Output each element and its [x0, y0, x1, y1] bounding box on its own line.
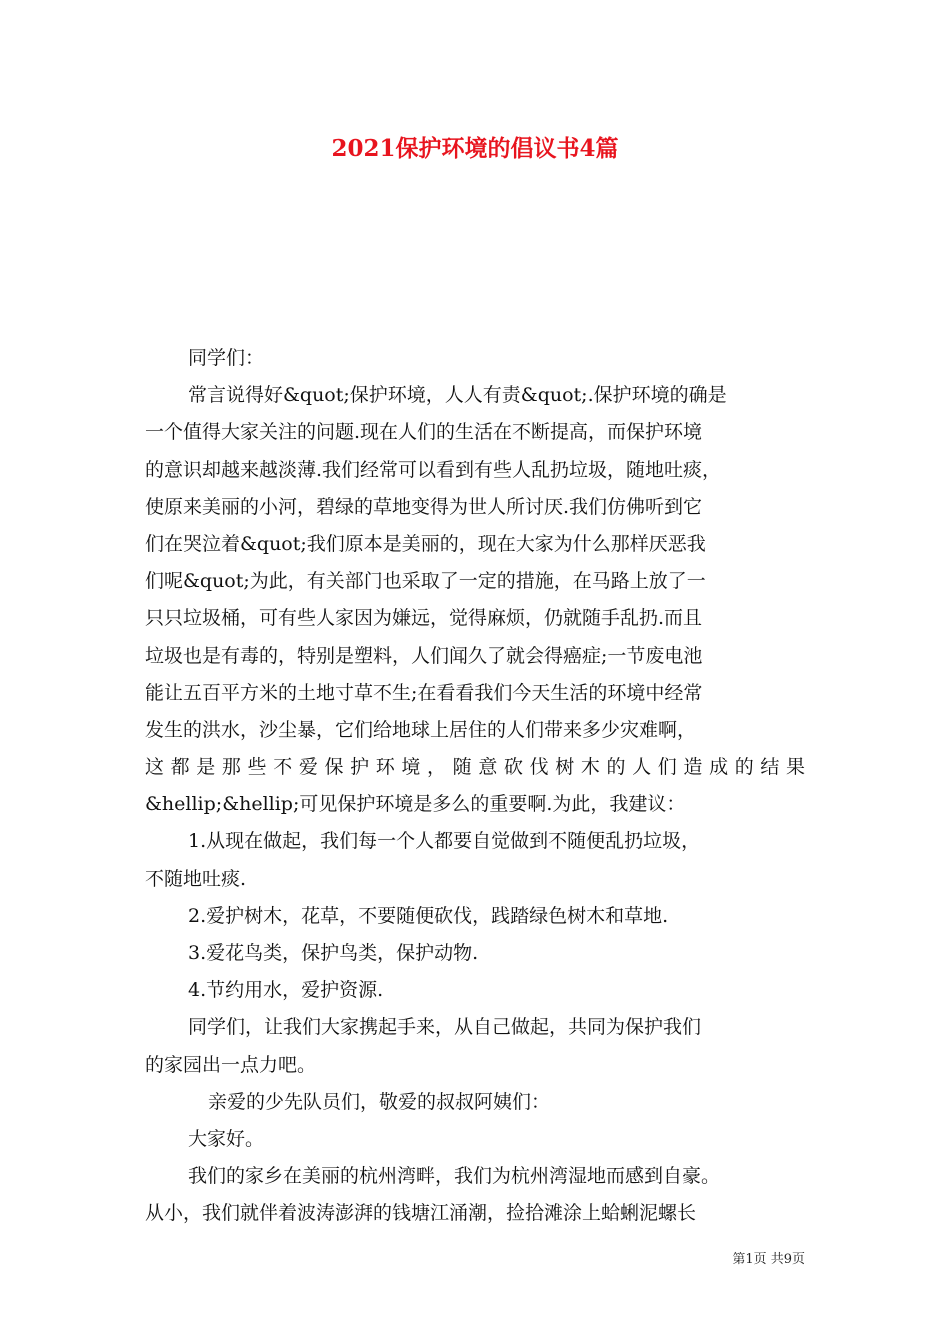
- text-line: 们呢&quot;为此，有关部门也采取了一定的措施，在马路上放了一: [145, 570, 706, 593]
- page-number: 第1页 共9页: [732, 1252, 805, 1267]
- text-line: 同学们：: [188, 347, 265, 369]
- list-item: 1.从现在做起，我们每一个人都要自觉做到不随便乱扔垃圾，: [188, 830, 701, 853]
- document-body: [145, 340, 805, 1233]
- text-line: 的家园出一点力吧。: [145, 1053, 317, 1076]
- text-line: 能让五百平方米的土地寸草不生;在看看我们今天生活的环境中经常: [145, 681, 703, 704]
- text-line: &hellip;&hellip;可见保护环境是多么的重要啊.为此，我建议：: [145, 793, 686, 816]
- text-line: 这都是那些不爱保护环境，随意砍伐树木的人们造成的结果: [145, 756, 805, 779]
- text-line: 垃圾也是有毒的，特别是塑料，人们闻久了就会得癌症;一节废电池: [145, 644, 703, 667]
- text-line: 使原来美丽的小河，碧绿的草地变得为世人所讨厌.我们仿佛听到它: [145, 495, 703, 518]
- text-line: 一个值得大家关注的问题.现在人们的生活在不断提高，而保护环境: [145, 421, 703, 444]
- text-line: 们在哭泣着&quot;我们原本是美丽的，现在大家为什么那样厌恶我: [145, 532, 706, 555]
- text-line: 同学们，让我们大家携起手来，从自己做起，共同为保护我们: [188, 1016, 702, 1039]
- text-line: 常言说得好&quot;保护环境，人人有责&quot;.保护环境的确是: [188, 384, 727, 407]
- text-line: 只只垃圾桶，可有些人家因为嫌远，觉得麻烦，仍就随手乱扔.而且: [145, 607, 703, 630]
- list-item: 2.爱护树木，花草，不要随便砍伐，践踏绿色树木和草地.: [188, 904, 669, 927]
- greeting: 大家好。: [188, 1127, 265, 1150]
- text-line: 我们的家乡在美丽的杭州湾畔，我们为杭州湾湿地而感到自豪。: [188, 1165, 721, 1188]
- text-line: 不随地吐痰.: [145, 867, 247, 890]
- document-title: 2021保护环境的倡议书4篇: [331, 135, 619, 162]
- list-item: 3.爱花鸟类，保护鸟类，保护动物.: [188, 942, 479, 964]
- text-line: 从小，我们就伴着波涛澎湃的钱塘江涌潮，捡拾滩涂上蛤蜊泥螺长: [145, 1202, 697, 1225]
- list-item: 4.节约用水，爱护资源.: [188, 979, 384, 1002]
- text-line: 的意识却越来越淡薄.我们经常可以看到有些人乱扔垃圾，随地吐痰，: [145, 458, 722, 481]
- text-line: 发生的洪水，沙尘暴，它们给地球上居住的人们带来多少灾难啊，: [145, 718, 697, 741]
- salutation: 亲爱的少先队员们，敬爱的叔叔阿姨们：: [208, 1090, 551, 1113]
